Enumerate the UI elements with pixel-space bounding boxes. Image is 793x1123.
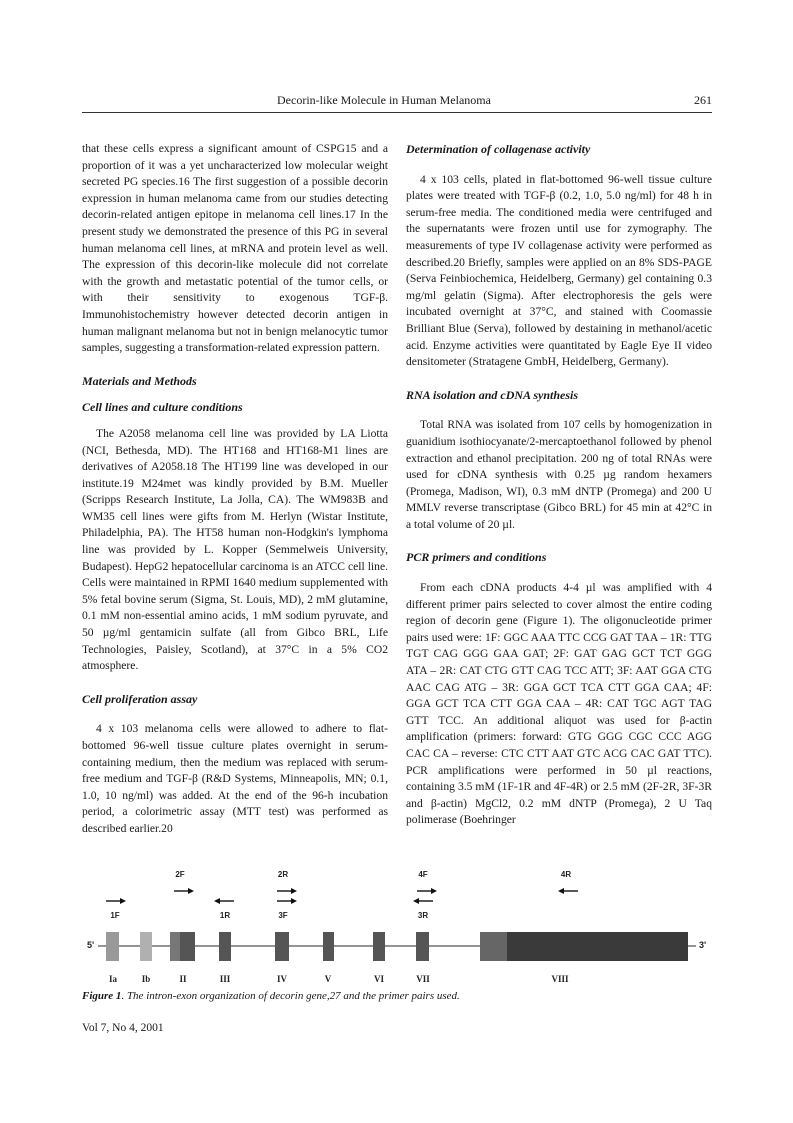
three-prime-end-label: 3' [699,940,707,950]
exon-label-v: V [324,974,332,984]
section-heading-methods: Materials and Methods [82,373,197,388]
exon-ia-block [106,932,119,961]
exon-ib-block [140,932,152,961]
exon-label-iv: IV [276,974,288,984]
primer-label-1r: 1R [219,911,231,920]
subsection-heading-rna: RNA isolation and cDNA synthesis [406,387,579,402]
primer-label-1f: 1F [110,911,120,920]
subsection-heading-proliferation: Cell proliferation assay [82,691,198,706]
caption-text: . The intron-exon organization of decorin gene,27 and the primer pairs used. [121,990,460,1002]
footer-volume: Vol 7, No 4, 2001 [82,1022,164,1034]
exon-viii-coding-block [480,932,507,961]
primer-label-2r: 2R [277,870,289,879]
gene-diagram [82,860,712,990]
running-header [82,90,712,113]
exon-vi-block [373,932,385,961]
exon-label-vi: VI [373,974,385,984]
exon-label-iii: III [219,974,231,984]
primer-label-3r: 3R [417,911,429,920]
exon-vii-block [416,932,429,961]
collagenase-paragraph: 4 x 103 cells, plated in flat-bottomed 96-well tissue culture plates were treated with TGF-β (0.2, 1.0, 5.0 ng/ml) for 48 h in serum-free media. The conditioned media were centrifuged and the supernatants were frozen until use for zymography. The measurements of type IV collagenase activity were performed as described.20 Briefly, samples were applied on an 8% SDS-PAGE (Serva Feinbiochemica, Heidelberg, Germany) gel containing 0.3 mg/ml gelatin (Sigma). After electrophoresis the gels were incubated overnight at 37°C, and stained with Coomassie Brilliant Blue (Serva), followed by destaining in methanol/acetic acid. Enzyme activities were quantitated by Eagle Eye II video densitometer (Stratagene GmbH, Heidelberg, Germany). [406,172,712,369]
exon-label-ia: Ia [108,974,118,984]
exon-label-ii: II [179,974,187,984]
right-column [406,141,712,829]
exon-ii-block [180,932,195,961]
exon-ii-utr-block [170,932,180,961]
exon-iii-block [219,932,231,961]
intro-paragraph: that these cells express a significant amount of CSPG15 and a proportion of it was a yet uncharacterized low molecular weight secreted PG species.16 The first suggestion of a possible decorin expression in human melanoma came from our studies detecting decorin-related antigen epitope in melanoma cell lines.17 In the present study we demonstrated the presence of this PG in several human melanoma cell lines, at mRNA and protein level as well. The expression of this decorin-like molecule did not correlate with the growth and metastatic potential of the tumor cells, or with their sensitivity to exogenous TGF-β. Immunohistochemistry however detected decorin antigen in human malignant melanoma but not in benign melanocytic tumor samples, suggesting a transformation-related expression pattern. [82,142,388,355]
proliferation-paragraph: 4 x 103 melanoma cells were allowed to adhere to flat-bottomed 96-well tissue culture plates overnight in serum-containing medium, then the medium was replaced with serum-free medium and TGF-β (R&D Systems, Minneapolis, MN; 0.1, 1.0, 10 ng/ml) was added. At the end of the 96-h incubation period, a colorimetric assay (MTT test) was performed as described earlier.20 [82,722,388,835]
exon-iv-block [275,932,289,961]
exon-v-block [323,932,334,961]
subsection-heading-collagenase: Determination of collagenase activity [406,142,591,156]
rna-paragraph: Total RNA was isolated from 107 cells by homogenization in guanidium isothiocyanate/2-mercaptoethanol followed by phenol extraction and ethanol precipitation. 200 ng of total RNAs were used for cDNA synthesis with 0.25 µg random hexamers (Promega, Madison, WI), 0.3 mM dNTP (Promega) and 200 U MMLV reverse transcriptase (Gibco BRL) for 45 min at 42°C in a total volume of 20 µl. [406,418,712,531]
exon-viii-utr-block [507,932,688,961]
primer-label-4r: 4R [560,870,572,879]
exon-label-viii: VIII [551,974,569,984]
cell-lines-paragraph: The A2058 melanoma cell line was provided by LA Liotta (NCI, Bethesda, MD). The HT168 and HT168-M1 lines are derivatives of A2058.18 The HT199 line was developed in our institute.19 M24met was kindly provided by B.M. Mueller (Scripps Research Institute, La Jolla, CA). The WM983B and WM35 cell lines were gifts from M. Herlyn (Wistar Institute, Philadelphia, PA). The HT58 human non-Hodgkin's lymphoma line was provided by L. Kopper (Semmelweis University, Budapest). HepG2 hepatocellular carcinoma is an ATCC cell line. Cells were maintained in RPMI 1640 medium supplemented with 5% fetal bovine serum (Sigma, St. Louis, MD), 2 mM glutamine, 0.1 mM non-essential amino acids, 1 mM sodium pyruvate, and 50 µg/ml gentamicin sulfate (all from Gibco BRL, Life Technologies, Paisley, Scotland), at 37°C in a 5% CO2 atmosphere. [82,426,388,673]
exon-label-ib: Ib [141,974,151,984]
left-column [82,141,388,838]
figure-caption [82,990,712,1002]
figure-gene-map [82,860,712,990]
page-number: 261 [694,93,712,107]
primer-label-3f: 3F [278,911,288,920]
five-prime-end-label: 5' [87,940,95,950]
running-title: Decorin-like Molecule in Human Melanoma [277,93,491,107]
subsection-heading-pcr: PCR primers and conditions [406,550,547,565]
pcr-paragraph: From each cDNA products 4-4 µl was amplified with 4 different primer pairs selected to cover almost the entire coding region of decorin gene (Figure 1). The oligonucleotide primer pairs used were: 1F: GGC AAA TTC CCG GAT TAA – 1R: TTG TGT CAG GGG GAA GAT; 2F: GAT GAG GCT TCT GGG ATA – 2R: CAT CTG GTT CAG TCC ATT; 3F: AAT GGA CTG AAC CAG ATG – 3R: GGA GCT TCA CTT GGA CAA; 4F: GGA GCT TCA CTT GGA CAA – 4R: CAT TGC AGT TAG GTT TCC. An additional aliquot was used for β-actin amplification (primers: forward: GTG GGG CGC CCC AGG CAC CA – reverse: CTC CTT AAT GTC ACG CAC GAT TTC). PCR amplifications were performed in 50 µl reactions, containing 3.5 mM (1F-1R and 4F-4R) or 2.5 mM (2F-2R, 3F-3R and β-actin) MgCl2, 0.2 mM dNTP (Promega), 2 U Taq polimerase (Boehringer [406,581,712,827]
primer-label-2f: 2F [175,870,185,879]
caption-label: Figure 1 [82,990,122,1002]
primer-label-4f: 4F [418,870,428,879]
subsection-heading-cell-lines: Cell lines and culture conditions [82,400,243,415]
exon-label-vii: VII [416,974,430,984]
